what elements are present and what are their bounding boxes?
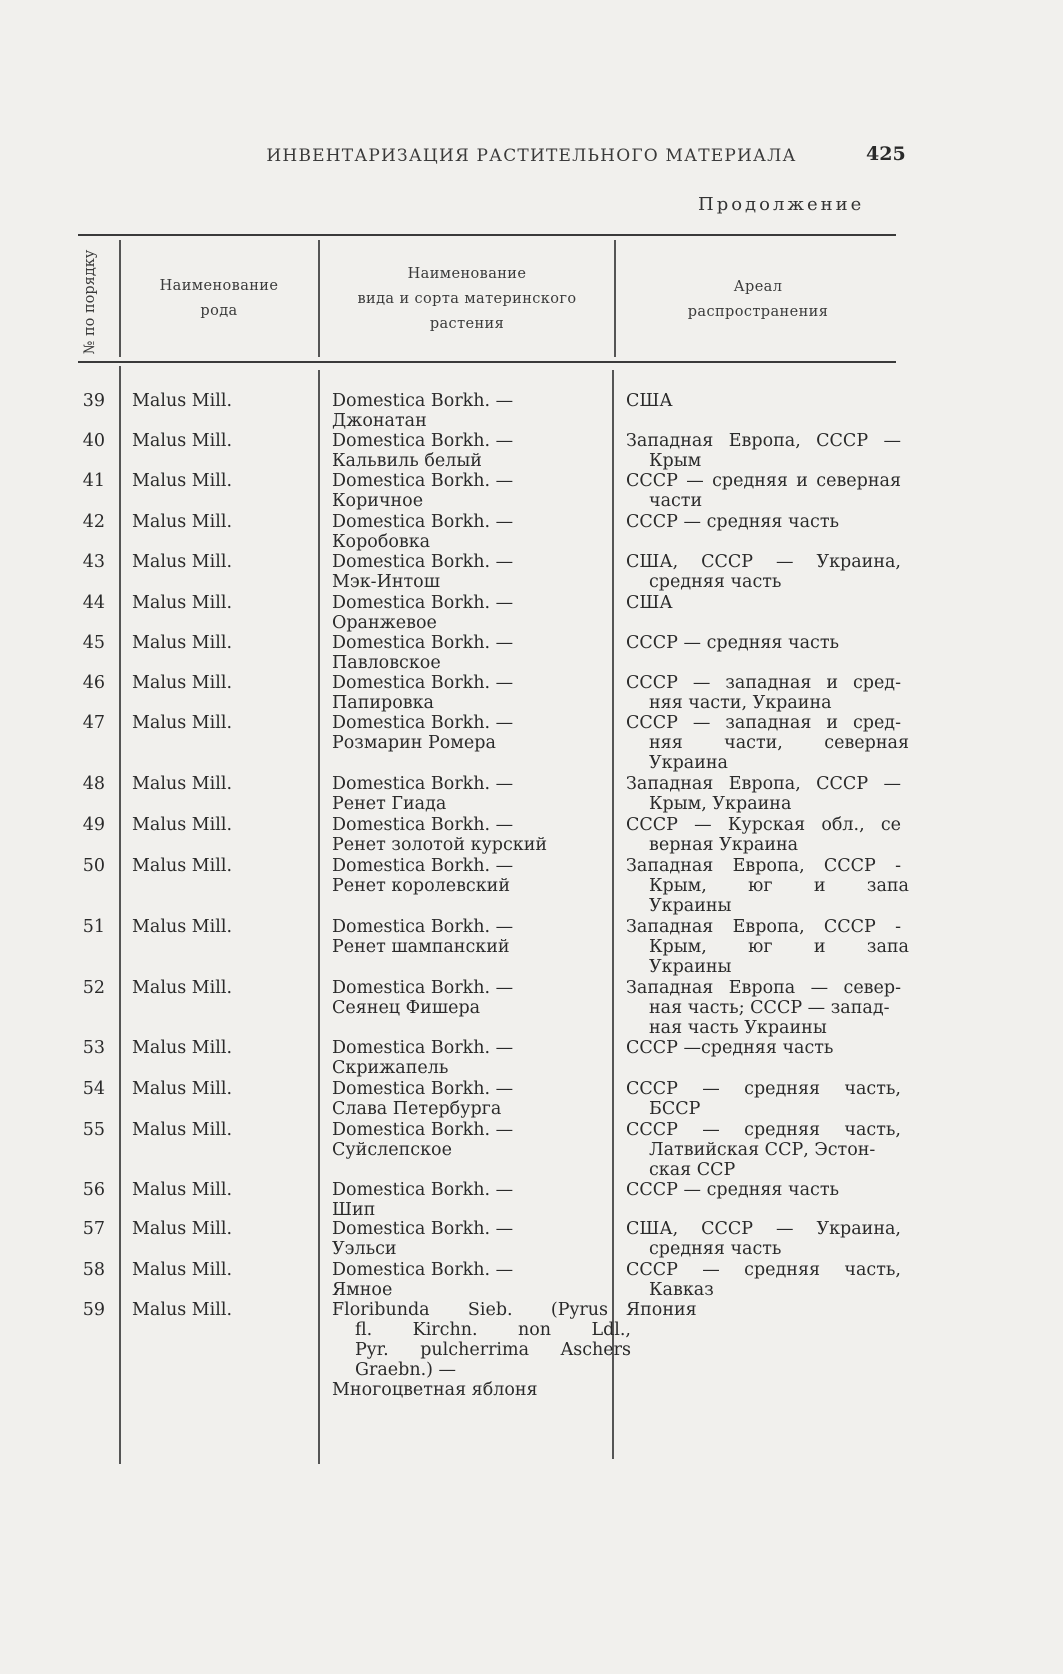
area-line: Украина	[649, 753, 728, 773]
species-line: Джонатан	[332, 411, 427, 431]
area-line: средняя часть	[649, 1239, 782, 1259]
area-line: средняя часть	[649, 572, 782, 592]
area-line: ная часть; СССР — запад-	[649, 998, 890, 1018]
area-line: Крым, юг и запа	[649, 876, 909, 896]
table-header-rule	[78, 361, 896, 363]
area-line: няя части, северная	[649, 733, 909, 753]
column-divider	[119, 240, 121, 357]
species-line: Скрижапель	[332, 1058, 449, 1078]
species-line: Розмарин Ромера	[332, 733, 496, 753]
continuation-label: Продолжение	[698, 194, 865, 215]
genus-name: Malus Mill.	[132, 431, 233, 451]
genus-name: Malus Mill.	[132, 673, 233, 693]
species-line: Коробовка	[332, 532, 431, 552]
species-line: Ренет Гиада	[332, 794, 447, 814]
area-line: Западная Европа, СССР —	[626, 774, 901, 794]
column-divider	[318, 370, 320, 1464]
species-line: Floribunda Sieb. (Pyrus	[332, 1300, 608, 1320]
area-line: Западная Европа, СССР -	[626, 917, 901, 937]
species-line: Domestica Borkh. —	[332, 713, 514, 733]
column-divider	[119, 366, 121, 1464]
species-line: Павловское	[332, 653, 441, 673]
area-line: Крым, юг и запа	[649, 937, 909, 957]
row-number: 56	[82, 1180, 105, 1200]
row-number: 52	[82, 978, 105, 998]
area-line: Западная Европа, СССР —	[626, 431, 901, 451]
row-number: 49	[82, 815, 105, 835]
header-area: Ареал распространения	[687, 279, 829, 320]
row-number: 50	[82, 856, 105, 876]
column-divider	[318, 240, 320, 357]
genus-name: Malus Mill.	[132, 552, 233, 572]
area-line: БССР	[649, 1099, 701, 1119]
area-line: СССР — средняя часть,	[626, 1120, 901, 1140]
genus-name: Malus Mill.	[132, 633, 233, 653]
column-divider	[614, 240, 616, 357]
table-top-rule	[78, 234, 896, 236]
row-number: 54	[82, 1079, 105, 1099]
area-line: части	[649, 491, 703, 511]
species-line: Pyr. pulcherrima Aschers	[355, 1340, 631, 1360]
species-line: Ямное	[332, 1280, 393, 1300]
area-line: СССР — западная и сред-	[626, 713, 901, 733]
genus-name: Malus Mill.	[132, 1219, 233, 1239]
row-number: 47	[82, 713, 105, 733]
row-number: 57	[82, 1219, 105, 1239]
area-line: Украины	[649, 957, 732, 977]
genus-name: Malus Mill.	[132, 978, 233, 998]
row-number: 48	[82, 774, 105, 794]
area-line: СССР —средняя часть	[626, 1038, 834, 1058]
area-line: США, СССР — Украина,	[626, 552, 901, 572]
species-line: Шип	[332, 1200, 376, 1220]
genus-name: Malus Mill.	[132, 774, 233, 794]
row-number: 59	[82, 1300, 105, 1320]
row-number: 40	[82, 431, 105, 451]
genus-name: Malus Mill.	[132, 917, 233, 937]
genus-name: Malus Mill.	[132, 1300, 233, 1320]
species-line: Domestica Borkh. —	[332, 1079, 514, 1099]
genus-name: Malus Mill.	[132, 1180, 233, 1200]
row-number: 55	[82, 1120, 105, 1140]
genus-name: Malus Mill.	[132, 1079, 233, 1099]
area-line: Крым	[649, 451, 702, 471]
species-line: Domestica Borkh. —	[332, 673, 514, 693]
page-number: 425	[866, 143, 906, 165]
species-line: Domestica Borkh. —	[332, 431, 514, 451]
species-line: Domestica Borkh. —	[332, 1260, 514, 1280]
area-line: СССР — средняя часть	[626, 633, 840, 653]
species-line: Мэк-Интош	[332, 572, 440, 592]
species-line: Domestica Borkh. —	[332, 633, 514, 653]
area-line: Западная Европа — север-	[626, 978, 901, 998]
row-number: 44	[82, 593, 105, 613]
area-line: Латвийская ССР, Эстон-	[649, 1140, 876, 1160]
row-number: 39	[82, 391, 105, 411]
genus-name: Malus Mill.	[132, 471, 233, 491]
species-line: fl. Kirchn. non Ldl.,	[355, 1320, 631, 1340]
species-line: Domestica Borkh. —	[332, 917, 514, 937]
header-species: Наименование вида и сорта материнского растения	[357, 266, 577, 332]
species-line: Domestica Borkh. —	[332, 1219, 514, 1239]
genus-name: Malus Mill.	[132, 1260, 233, 1280]
species-line: Кальвиль белый	[332, 451, 482, 471]
column-divider	[612, 370, 614, 1459]
species-line: Ренет шампанский	[332, 937, 510, 957]
running-title: ИНВЕНТАРИЗАЦИЯ РАСТИТЕЛЬНОГО МАТЕРИАЛА	[266, 146, 797, 166]
species-line: Суйслепское	[332, 1140, 452, 1160]
header-genus: Наименование рода	[159, 278, 279, 319]
genus-name: Malus Mill.	[132, 1120, 233, 1140]
row-number: 51	[82, 917, 105, 937]
species-line: Domestica Borkh. —	[332, 774, 514, 794]
area-line: няя части, Украина	[649, 693, 832, 713]
genus-name: Malus Mill.	[132, 512, 233, 532]
species-line: Многоцветная яблоня	[332, 1380, 538, 1400]
species-line: Ренет королевский	[332, 876, 510, 896]
species-line: Domestica Borkh. —	[332, 391, 514, 411]
area-line: Украины	[649, 896, 732, 916]
species-line: Сеянец Фишера	[332, 998, 481, 1018]
area-line: СССР — средняя часть	[626, 512, 840, 532]
species-line: Слава Петербурга	[332, 1099, 502, 1119]
species-line: Domestica Borkh. —	[332, 1120, 514, 1140]
row-number: 53	[82, 1038, 105, 1058]
species-line: Domestica Borkh. —	[332, 856, 514, 876]
row-number: 43	[82, 552, 105, 572]
genus-name: Malus Mill.	[132, 713, 233, 733]
row-number: 42	[82, 512, 105, 532]
row-number: 45	[82, 633, 105, 653]
species-line: Domestica Borkh. —	[332, 1180, 514, 1200]
species-line: Graebn.) —	[355, 1360, 457, 1380]
species-line: Уэльси	[332, 1239, 397, 1259]
genus-name: Malus Mill.	[132, 1038, 233, 1058]
area-line: СССР — средняя часть,	[626, 1079, 901, 1099]
species-line: Domestica Borkh. —	[332, 1038, 514, 1058]
genus-name: Malus Mill.	[132, 391, 233, 411]
area-line: ная часть Украины	[649, 1018, 827, 1038]
species-line: Domestica Borkh. —	[332, 512, 514, 532]
area-line: США	[626, 593, 673, 613]
area-line: Япония	[626, 1300, 697, 1320]
genus-name: Malus Mill.	[132, 856, 233, 876]
genus-name: Malus Mill.	[132, 593, 233, 613]
genus-name: Malus Mill.	[132, 815, 233, 835]
species-line: Domestica Borkh. —	[332, 978, 514, 998]
area-line: США	[626, 391, 673, 411]
area-line: верная Украина	[649, 835, 799, 855]
area-line: СССР — средняя часть	[626, 1180, 840, 1200]
area-line: СССР — западная и сред-	[626, 673, 901, 693]
row-number: 58	[82, 1260, 105, 1280]
species-line: Domestica Borkh. —	[332, 471, 514, 491]
species-line: Ренет золотой курский	[332, 835, 548, 855]
header-number: № по порядку	[82, 249, 98, 355]
species-line: Domestica Borkh. —	[332, 593, 514, 613]
species-line: Коричное	[332, 491, 424, 511]
area-line: Западная Европа, СССР -	[626, 856, 901, 876]
row-number: 41	[82, 471, 105, 491]
species-line: Domestica Borkh. —	[332, 815, 514, 835]
area-line: ская ССР	[649, 1160, 736, 1180]
species-line: Оранжевое	[332, 613, 437, 633]
area-line: Крым, Украина	[649, 794, 792, 814]
area-line: СССР — средняя часть,	[626, 1260, 901, 1280]
area-line: Кавказ	[649, 1280, 714, 1300]
species-line: Папировка	[332, 693, 434, 713]
area-line: СССР — Курская обл., се	[626, 815, 901, 835]
species-line: Domestica Borkh. —	[332, 552, 514, 572]
area-line: СССР — средняя и северная	[626, 471, 901, 491]
area-line: США, СССР — Украина,	[626, 1219, 901, 1239]
row-number: 46	[82, 673, 105, 693]
